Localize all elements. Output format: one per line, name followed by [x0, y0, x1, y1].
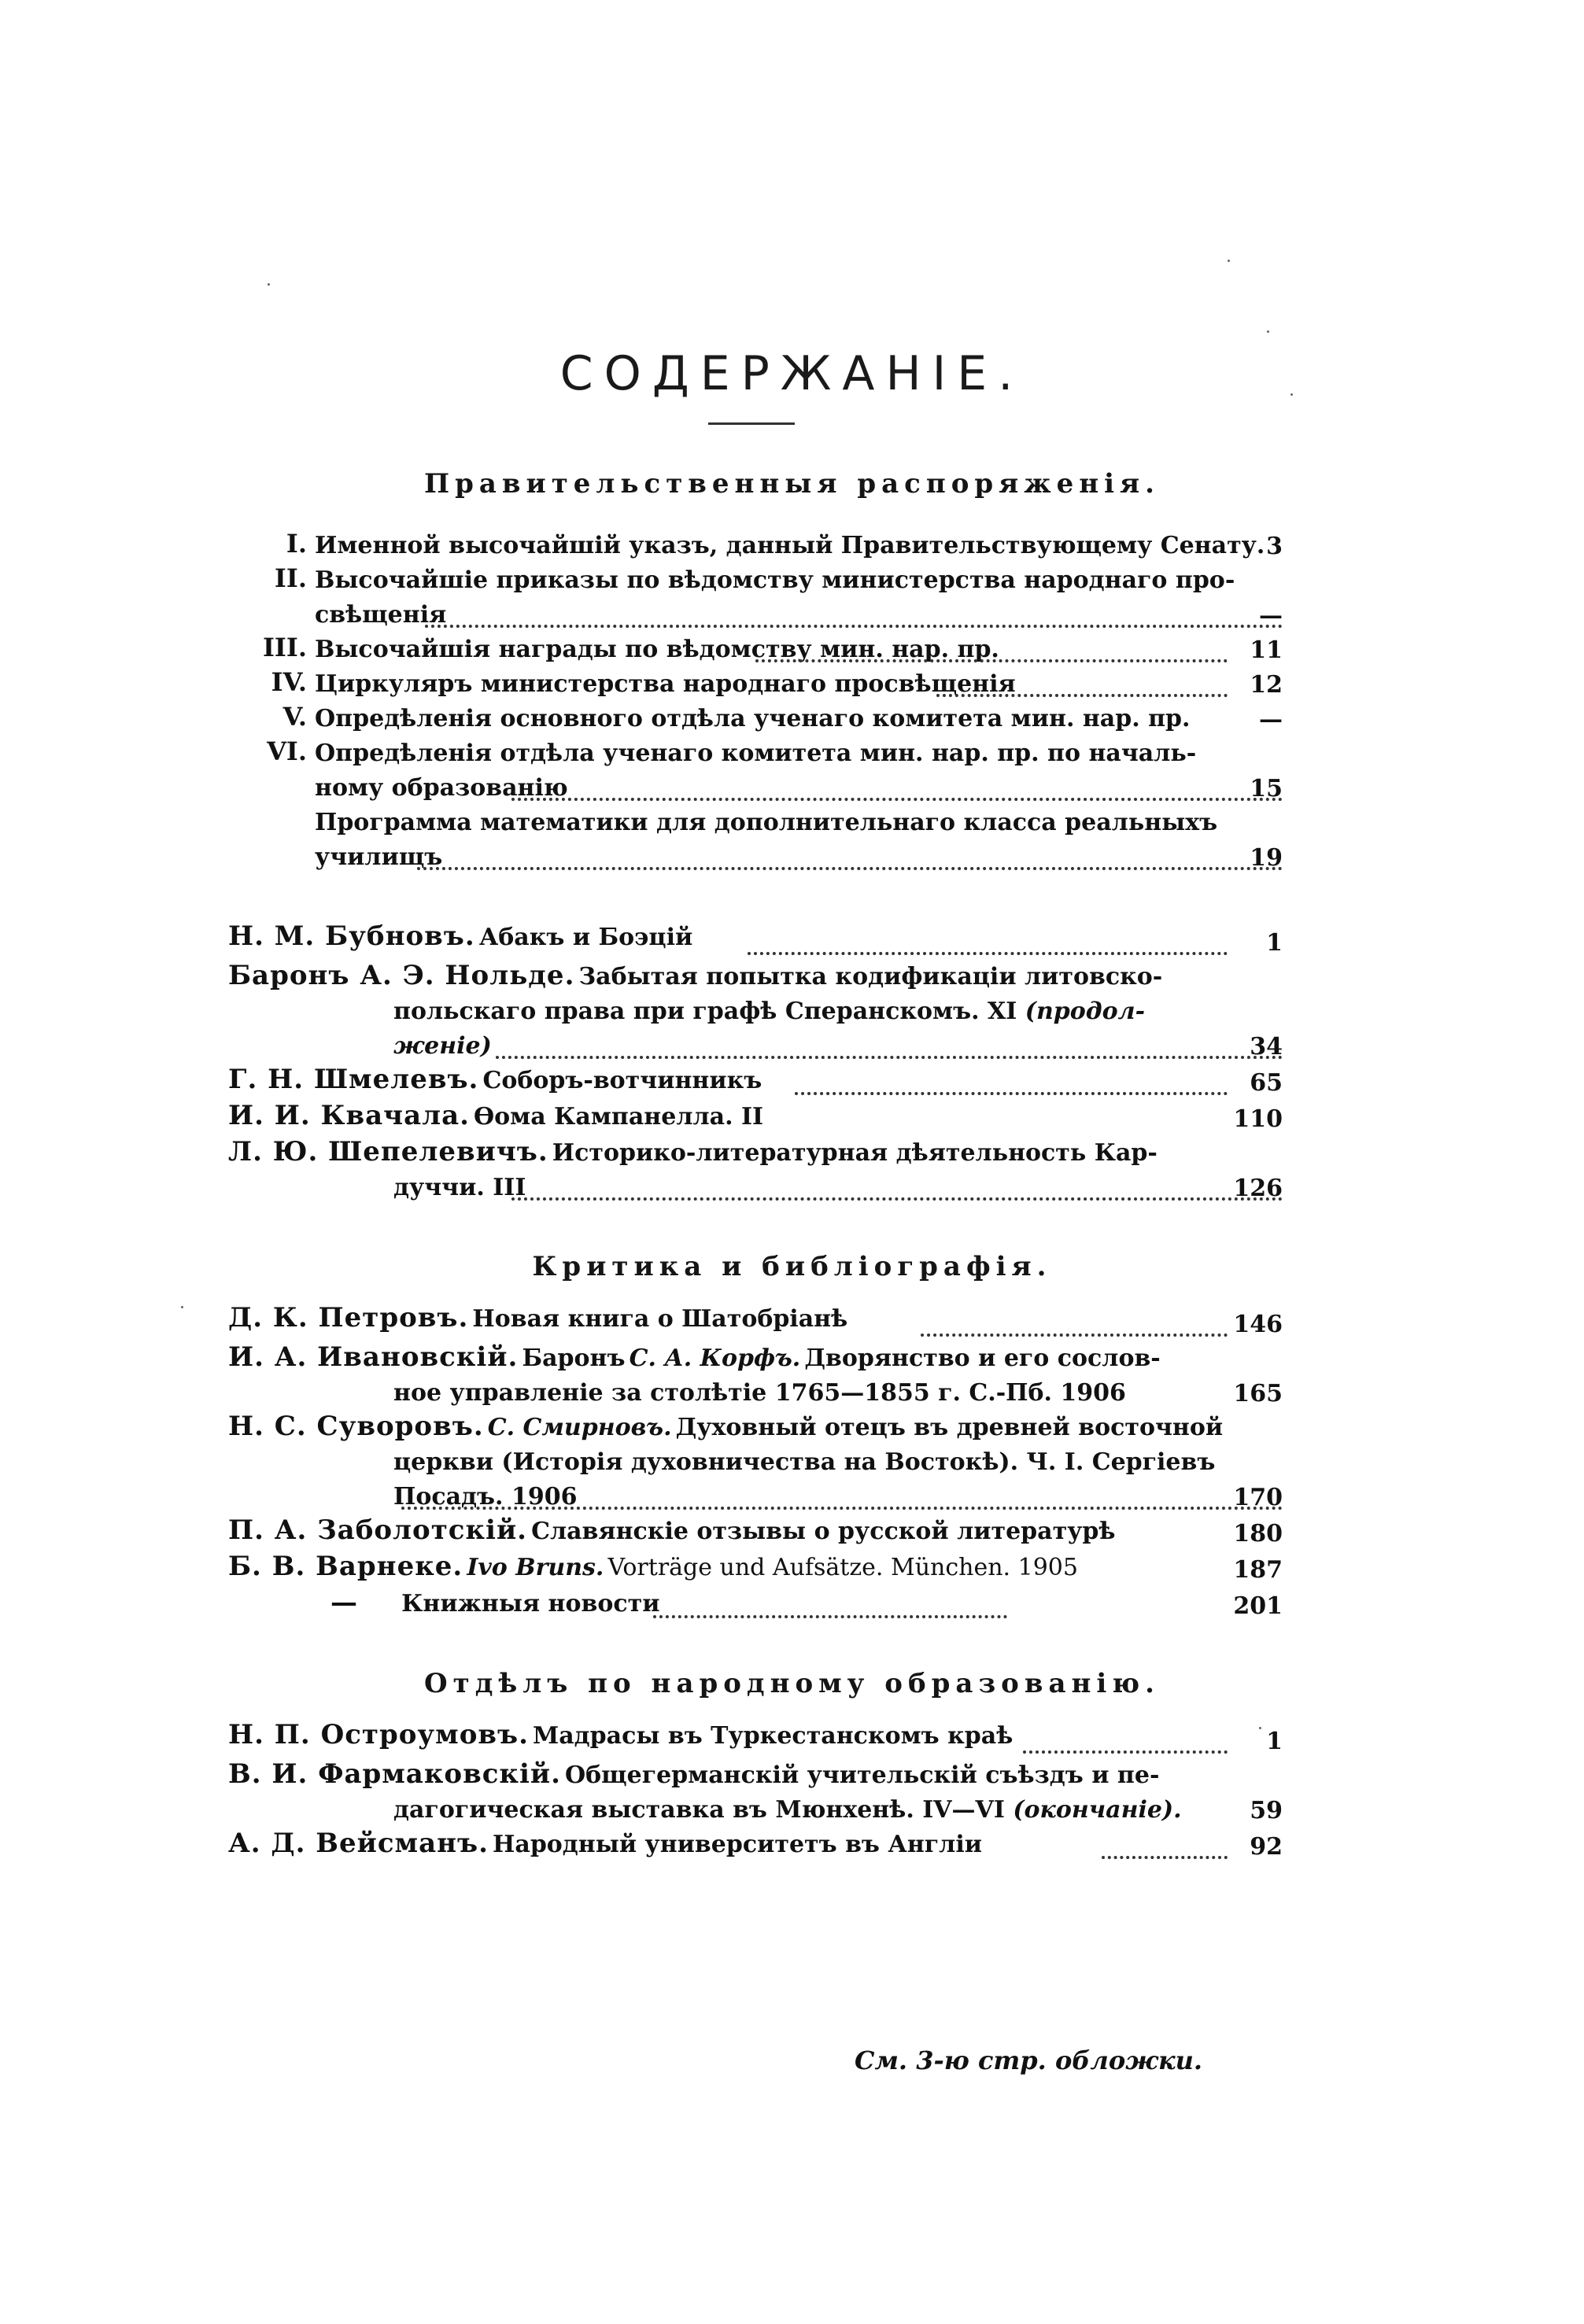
entry-text: Высочайшія награды по вѣдомству мин. нар. пр. [315, 636, 999, 663]
page-number: 187 [1233, 1556, 1283, 1584]
toc-row[interactable] [228, 1341, 1283, 1411]
page-number: — [1259, 706, 1283, 733]
entry-text: Программа математики для дополнительнаго класса реальныхъ [315, 809, 1218, 836]
toc-row[interactable] [228, 1758, 1283, 1828]
toc-row[interactable] [228, 1828, 1283, 1864]
toc-row[interactable] [228, 920, 1283, 960]
author-name: В. И. Фармаковскій. [228, 1758, 561, 1790]
section-heading-government: Правительственныя распоряженія. [423, 468, 1161, 500]
scan-speck [1267, 330, 1269, 333]
article-title-cont: ное управленіе за столѣтіе 1765—1855 г. С.-Пб. 1906 [393, 1379, 1126, 1407]
dot-leader [1102, 1853, 1228, 1859]
scan-speck [268, 283, 270, 286]
entry-text: Высочайшіе приказы по вѣдомству министерства народнаго про- [315, 566, 1235, 594]
article-title: Славянскіе отзывы о русской литературѣ [531, 1518, 1116, 1545]
entry-text: Опредѣленія основного отдѣла ученаго комитета мин. нар. пр. [315, 705, 1191, 732]
dot-leader [401, 1503, 1283, 1510]
title-pre: Баронъ [522, 1345, 626, 1372]
page-number: 146 [1233, 1311, 1283, 1338]
article-title-cont: дуччи. III [393, 1174, 526, 1201]
page-number: 12 [1250, 671, 1283, 699]
article-title: Книжныя новости [401, 1590, 660, 1618]
author-name: Н. М. Бубновъ. [228, 920, 475, 952]
page-number: 110 [1233, 1105, 1283, 1133]
article-title-cont: Посадъ. 1906 [393, 1483, 578, 1511]
article-title: Историко-литературная дѣятельность Кар- [552, 1139, 1158, 1167]
article-title-cont: польскаго права при графѣ Сперанскомъ. XI [393, 998, 1017, 1025]
author-name: Д. К. Петровъ. [228, 1302, 469, 1334]
dot-leader [511, 1194, 1283, 1201]
roman-numeral: VI. [267, 736, 307, 766]
dot-leader [417, 864, 1283, 870]
article-title: Ѳома Кампанелла. II [474, 1103, 764, 1131]
page-number: 126 [1233, 1175, 1283, 1202]
page-number: 65 [1250, 1069, 1283, 1097]
author-name: Б. В. Варнеке. [228, 1551, 463, 1582]
dot-leader [425, 622, 1283, 628]
article-title: Новая книга о Шатобріанѣ [472, 1305, 848, 1333]
toc-row[interactable] [228, 667, 1283, 702]
scan-speck [1290, 393, 1293, 396]
toc-row[interactable] [228, 563, 1283, 633]
toc-education [228, 1719, 1283, 1864]
dot-leader [795, 1089, 1228, 1095]
footer-note: См. 3-ю стр. обложки. [855, 2045, 1202, 2075]
entry-text-cont: училищъ [315, 843, 443, 871]
page-number: 180 [1233, 1520, 1283, 1547]
author-name: Л. Ю. Шепелевичъ. [228, 1136, 548, 1168]
page-number: 92 [1250, 1833, 1283, 1861]
section-heading-critique: Критика и библіографія. [532, 1251, 1052, 1282]
roman-numeral: IV. [271, 667, 307, 697]
scan-speck [181, 1306, 183, 1308]
toc-articles [228, 920, 1283, 1205]
article-title: Общегерманскій учительскій съѣздъ и пе- [565, 1761, 1160, 1789]
entry-text: Опредѣленія отдѣла ученаго комитета мин. нар. пр. по началь- [315, 740, 1197, 767]
article-title: Абакъ и Боэцій [478, 924, 693, 951]
article-title: Народный университетъ въ Англіи [493, 1831, 982, 1858]
scan-speck [1259, 1727, 1261, 1729]
article-title-italic: (продол- [1025, 998, 1146, 1025]
toc-row[interactable] [228, 1514, 1283, 1551]
page-number: 34 [1250, 1033, 1283, 1061]
author-name: Н. С. Суворовъ. [228, 1411, 484, 1442]
author-name: Н. П. Остроумовъ. [228, 1719, 529, 1750]
dot-leader [653, 1612, 1007, 1618]
article-title: Vorträge und Aufsätze. München. 1905 [607, 1554, 1078, 1581]
author-name: Баронъ А. Э. Нольде. [228, 960, 575, 991]
roman-numeral: II. [274, 563, 307, 593]
toc-row[interactable] [228, 736, 1283, 806]
toc-row[interactable] [228, 1587, 1283, 1623]
roman-numeral: I. [286, 529, 307, 559]
dot-leader [496, 1053, 1283, 1059]
page-title: СОДЕРЖАНІЕ. [559, 346, 1025, 401]
dot-leader [921, 1330, 1228, 1337]
dot-leader [755, 656, 1228, 662]
page-number: 1 [1266, 929, 1283, 957]
toc-row[interactable] [228, 806, 1283, 875]
page-number: 19 [1250, 844, 1283, 872]
title-rule [708, 422, 795, 425]
dot-leader [936, 691, 1228, 697]
scan-speck [1228, 260, 1230, 262]
article-title-cont: церкви (Исторія духовничества на Востокѣ). Ч. I. Сергіевъ [393, 1448, 1216, 1476]
entry-text: Именной высочайшій указъ, данный Правительствующему Сенату. [315, 532, 1265, 559]
entry-text-cont: свѣщенія [315, 601, 447, 629]
toc-row[interactable] [228, 702, 1283, 736]
author-name: Г. Н. Шмелевъ. [228, 1064, 479, 1095]
toc-row[interactable] [228, 1551, 1283, 1587]
toc-row[interactable] [228, 1136, 1283, 1205]
roman-numeral: V. [282, 702, 307, 732]
author-name: — [330, 1587, 358, 1618]
toc-government [228, 529, 1283, 875]
article-title-italic: женіе) [393, 1032, 492, 1060]
author-name: И. И. Квачала. [228, 1100, 470, 1131]
article-title: Забытая попытка кодификаціи литовско- [578, 963, 1163, 990]
dot-leader [511, 795, 1283, 801]
article-title: Духовный отецъ въ древней восточной [675, 1414, 1224, 1441]
page-number: 201 [1233, 1592, 1283, 1620]
toc-row[interactable] [228, 1100, 1283, 1136]
page-number: 11 [1250, 636, 1283, 664]
toc-row[interactable] [228, 1411, 1283, 1514]
cited-author: Ivo Bruns. [467, 1554, 604, 1581]
toc-row[interactable] [228, 960, 1283, 1064]
page-number: — [1259, 602, 1283, 629]
cited-author: С. Смирновъ. [487, 1414, 672, 1441]
toc-row[interactable] [228, 633, 1283, 667]
toc-row[interactable] [228, 1302, 1283, 1341]
page-number: 1 [1266, 1728, 1283, 1755]
page-number: 170 [1233, 1484, 1283, 1511]
toc-critique [228, 1302, 1283, 1623]
cited-author: С. А. Корфъ. [629, 1345, 801, 1372]
entry-text: Циркуляръ министерства народнаго просвѣщенія [315, 670, 1016, 698]
entry-text-cont: ному образованію [315, 774, 568, 802]
toc-row[interactable] [228, 1064, 1283, 1100]
page-number: 15 [1250, 775, 1283, 802]
dot-leader [1023, 1747, 1228, 1754]
author-name: А. Д. Вейсманъ. [228, 1828, 489, 1859]
toc-row[interactable] [228, 529, 1283, 563]
article-title: Мадрасы въ Туркестанскомъ краѣ [533, 1722, 1014, 1750]
article-title-cont: дагогическая выставка въ Мюнхенѣ. IV—VI [393, 1796, 1005, 1824]
author-name: И. А. Ивановскій. [228, 1341, 519, 1373]
page-number: 3 [1266, 533, 1283, 560]
toc-row[interactable] [228, 1719, 1283, 1758]
article-title: Дворянство и его сослов- [804, 1345, 1161, 1372]
article-title-italic: (окончаніе). [1013, 1796, 1182, 1824]
page-number: 165 [1233, 1380, 1283, 1407]
article-title: Соборъ-вотчинникъ [482, 1067, 762, 1094]
section-heading-education: Отдѣлъ по народному образованію. [424, 1668, 1160, 1699]
dot-leader [748, 949, 1228, 955]
roman-numeral: III. [262, 633, 307, 662]
author-name: П. А. Заболотскій. [228, 1514, 527, 1546]
page-number: 59 [1250, 1797, 1283, 1824]
